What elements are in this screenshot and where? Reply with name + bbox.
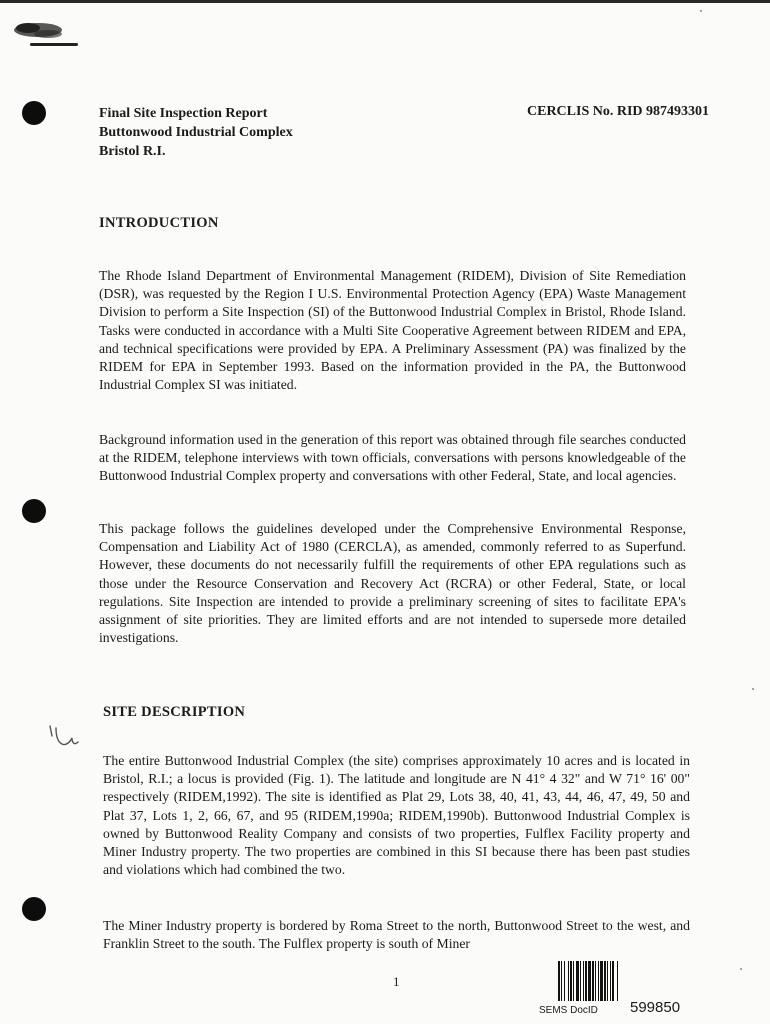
barcode-bar (598, 961, 599, 1001)
scan-smudge-mark (8, 16, 80, 56)
barcode-bar (583, 961, 584, 1001)
page-number: 1 (393, 974, 400, 989)
barcode-bar (607, 961, 608, 1001)
barcode-bar (617, 961, 618, 1001)
barcode-bar (570, 961, 572, 1001)
punch-hole-bottom (22, 897, 46, 921)
site-description-paragraph-1: The entire Buttonwood Industrial Complex (the site) comprises approximately 10 acres and is located in Bristol, R.I.; a locus is provided (Fig. 1). The latitude and longitude are N 41° 4 32" and W 71° 16' 00" respectively (RIDEM,1992). The site is identified as Plat 29, Lots 38, 40, 41, 43, 44, 46, 47, 49, 50 and Plat 37, Lots 1, 2, 66, 67, and 95 (RIDEM,1990a; RIDEM,1990b). Buttonwood Industrial Complex is owned by Buttonwood Reality Company and consists of two properties, Fulflex Facility property and Miner Industry property. The two properties are combined in this SI because there has been past studies and violations which had combined the two. (103, 753, 690, 878)
site-location: Bristol R.I. (99, 144, 166, 159)
scan-speck (740, 968, 742, 970)
site-description-heading: SITE DESCRIPTION (103, 704, 246, 720)
cerclis-number: CERCLIS No. RID 987493301 (527, 104, 710, 119)
introduction-paragraph-3: This package follows the guidelines developed under the Comprehensive Environmental Response, Compensation and Liability Act of 1980 (CERCLA), as amended, commonly referred to as Superfund. However, these documents do not necessarily fulfill the requirements of other EPA regulations such as those under the Resource Conservation and Recovery Act (RCRA) or other Federal, State, or local regulations. Site Inspection are intended to provide a preliminary screening of sites to facilitate EPA's assignment of site priorities. They are limited efforts and are not intended to supersede more detailed investigations. (99, 521, 686, 646)
introduction-paragraph-1: The Rhode Island Department of Environmental Management (RIDEM), Division of Site Remediation (DSR), was requested by the Region I U.S. Environmental Protection Agency (EPA) Waste Management Division to perform a Site Inspection (SI) of the Buttonwood Industrial Complex in Bristol, Rhode Island. Tasks were conducted in accordance with a Multi Site Cooperative Agreement between RIDEM and EPA, and technical specifications were provided by EPA. A Preliminary Assessment (PA) was finalized by the RIDEM for EPA in September 1993. Based on the information provided in the PA, the Buttonwood Industrial Complex SI was initiated. (99, 268, 686, 393)
site-name: Buttonwood Industrial Complex (99, 125, 293, 140)
sems-barcode (558, 961, 654, 1001)
barcode-bar (585, 961, 587, 1001)
sems-docid-number: 599850 (630, 999, 681, 1016)
barcode-bar (610, 961, 611, 1001)
punch-hole-top (22, 101, 46, 125)
barcode-bar (588, 961, 591, 1001)
handwritten-mark (46, 720, 82, 756)
barcode-bar (595, 961, 596, 1001)
barcode-bar (604, 961, 606, 1001)
barcode-bar (573, 961, 574, 1001)
barcode-bar (568, 961, 569, 1001)
scan-speck (700, 10, 702, 12)
barcode-bar (580, 961, 581, 1001)
barcode-bar (592, 961, 594, 1001)
barcode-bar (564, 961, 565, 1001)
barcode-bar (576, 961, 579, 1001)
site-description-paragraph-2: The Miner Industry property is bordered by Roma Street to the north, Buttonwood Street to the west, and Franklin Street to the south. The Fulflex property is south of Miner (103, 918, 690, 952)
sems-docid-label: SEMS DocID (539, 1005, 598, 1016)
report-title-block (99, 104, 293, 161)
report-title: Final Site Inspection Report (99, 106, 268, 121)
barcode-bar (600, 961, 603, 1001)
scan-top-edge (0, 0, 770, 3)
barcode-bar (558, 961, 560, 1001)
introduction-paragraph-2: Background information used in the generation of this report was obtained through file searches conducted at the RIDEM, telephone interviews with town officials, conversations with persons knowledgeable of the Buttonwood Industrial Complex property and conversations with other Federal, State, and local agencies. (99, 432, 686, 484)
introduction-heading: INTRODUCTION (99, 215, 219, 231)
barcode-bar (561, 961, 562, 1001)
scan-speck (752, 688, 754, 690)
barcode-bar (612, 961, 614, 1001)
punch-hole-middle (22, 499, 46, 523)
